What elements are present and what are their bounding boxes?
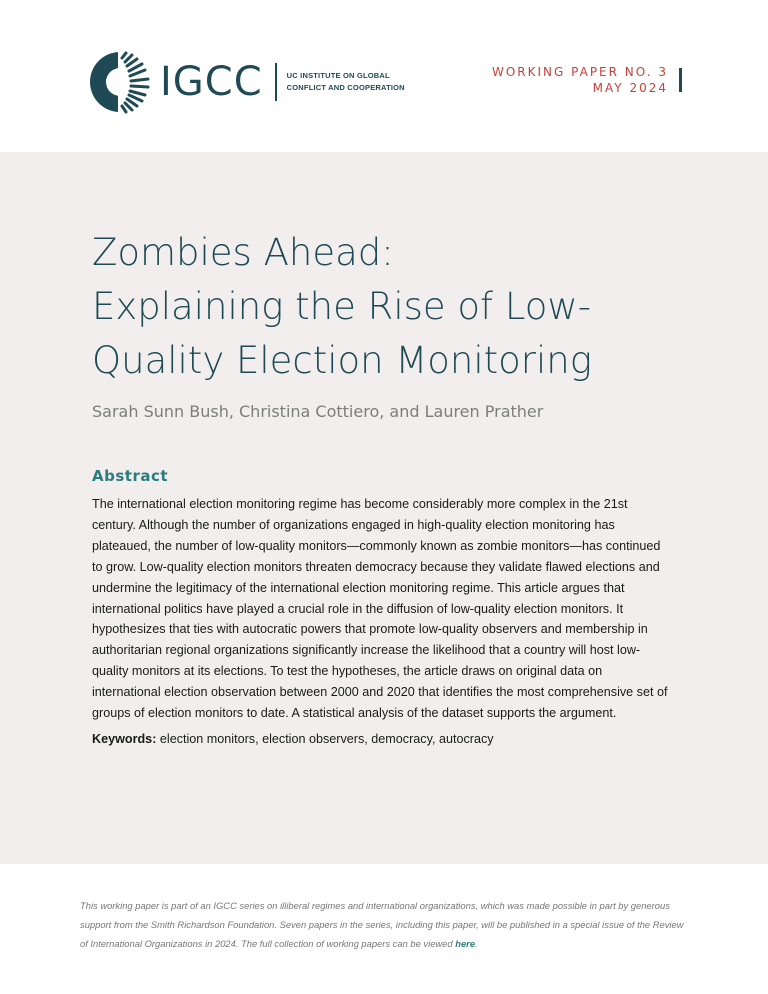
title-line: Explaining the Rise of Low- [92, 285, 592, 328]
page-header [0, 0, 768, 152]
title-line: Zombies Ahead: [92, 231, 394, 274]
logo-subtitle-line2: CONFLICT AND COOPERATION [286, 83, 405, 92]
working-paper-info [492, 64, 668, 96]
keywords [92, 732, 672, 746]
paper-title [92, 226, 652, 388]
authors: Sarah Sunn Bush, Christina Cottiero, and Lauren Prather [92, 402, 544, 421]
publication-date: MAY 2024 [592, 81, 668, 95]
footer-text: This working paper is part of an IGCC series on illiberal regimes and international organizations, which was made possible in part by generous support from the Smith Richardson Foundation. Seven papers in the series, including this paper, will be published in a special issue of the Review of International Organizations in 2024. The full collection of working papers can be viewed [80, 900, 684, 949]
keywords-text: election monitors, election observers, democracy, autocracy [156, 732, 494, 746]
footer-note [80, 896, 690, 953]
logo-divider [275, 63, 277, 101]
footer-end: . [475, 938, 478, 949]
logo-wordmark: IGCC [160, 59, 263, 105]
abstract-heading: Abstract [92, 467, 169, 485]
abstract-body: The international election monitoring regime has become considerably more complex in the 21st century. Although the number of organizations engaged in high-quality election monitoring has plateaued, the number of low-quality monitors—commonly known as zombie monitors—has continued to grow. Low-quality election monitors threaten democracy because they validate flawed elections and undermine the legitimacy of the international election monitoring regime. This article argues that international politics have played a crucial role in the diffusion of low-quality election monitors. It hypothesizes that ties with autocratic powers that promote low-quality observers and membership in authoritarian regional organizations significantly increase the likelihood that a country will host low-quality monitors at its elections. To test the hypotheses, the article draws on original data on international election observation between 2000 and 2020 that identifies the most comprehensive set of groups of election monitors to date. A statistical analysis of the dataset supports the argument. [92, 497, 668, 721]
header-accent-bar [679, 68, 682, 92]
working-paper-number: WORKING PAPER NO. 3 [492, 65, 668, 79]
igcc-logo-mark-icon [88, 50, 152, 114]
logo-subtitle [287, 70, 405, 94]
collection-link[interactable]: here [455, 938, 476, 949]
logo-subtitle-line1: UC INSTITUTE ON GLOBAL [286, 71, 390, 80]
igcc-logo [88, 50, 405, 114]
title-line: Quality Election Monitoring [92, 339, 592, 382]
keywords-label: Keywords: [92, 732, 157, 746]
